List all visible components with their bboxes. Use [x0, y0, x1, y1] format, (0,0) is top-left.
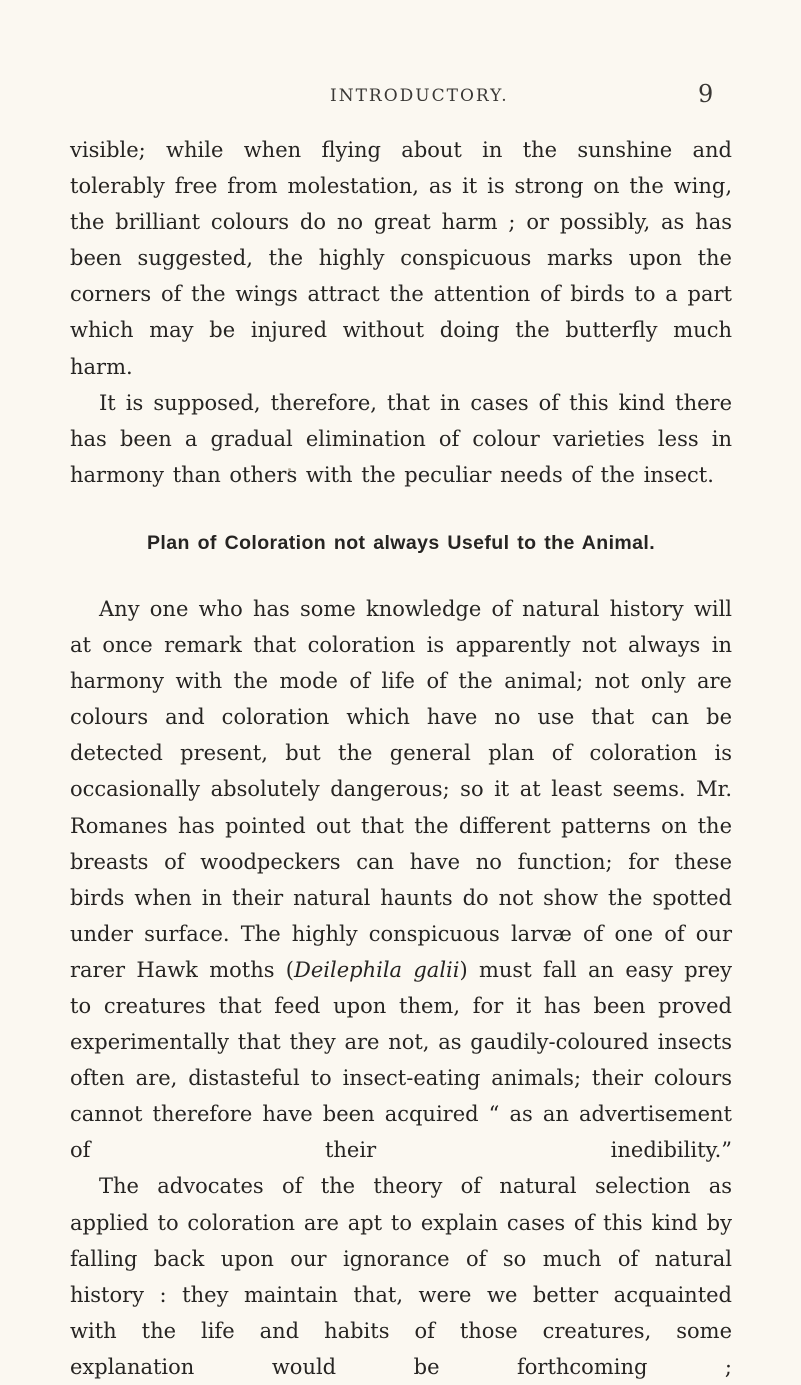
species-name: Deilephila galii	[294, 957, 460, 982]
section-heading: Plan of Coloration not always Useful to the Animal.	[146, 531, 656, 554]
running-title: INTRODUCTORY.	[330, 86, 509, 106]
paragraph-advocates: The advocates of the theory of natural selection as applied to coloration are apt to explain cases of this kind by falling back upon our ignorance of so much of natural history : they maintain that, were we better acquainted with the life and habits of those creatures, some explanation would be forthcoming ;	[70, 1174, 732, 1379]
paragraph-continued: visible; while when flying about in the sunshine and tolerably free from molestation, as it is strong on the wing, the brilliant colours do no great harm ; or possibly, as has been suggested, the highly conspicuous marks upon the corners of the wings attract the attention of birds to a part which may be injured without doing the butterfly much harm.	[70, 138, 732, 379]
paragraph-coloration	[70, 591, 732, 1169]
paragraph-elimination: It is supposed, therefore, that in cases of this kind there has been a gradual elimination of colour varieties less in harmony than others with the peculiar needs of the insect.	[70, 390, 732, 487]
body-text	[70, 132, 732, 1385]
page-number: 9	[698, 80, 714, 108]
paragraph-coloration-part-2: ) must fall an easy prey to creatures that feed upon them, for it has been proved experimentally that they are not, as gaudily-coloured insects often are, distasteful to insect-eating animals; their colours cannot therefore have been acquired “ as an advertisement of their inedibility.”	[70, 957, 732, 1163]
paragraph-coloration-part-1: Any one who has some knowledge of natural history will at once remark that coloration is apparently not always in harmony with the mode of life of the animal; not only are colours and coloration which have no use that can be detected present, but the general plan of coloration is occasionally absolutely dangerous; so it at least seems. Mr. Romanes has pointed out that the different patterns on the breasts of woodpeckers can have no function; for these birds when in their natural haunts do not show the spotted under surface. The highly conspicuous larvæ of one of our rarer Hawk moths (	[70, 596, 732, 982]
